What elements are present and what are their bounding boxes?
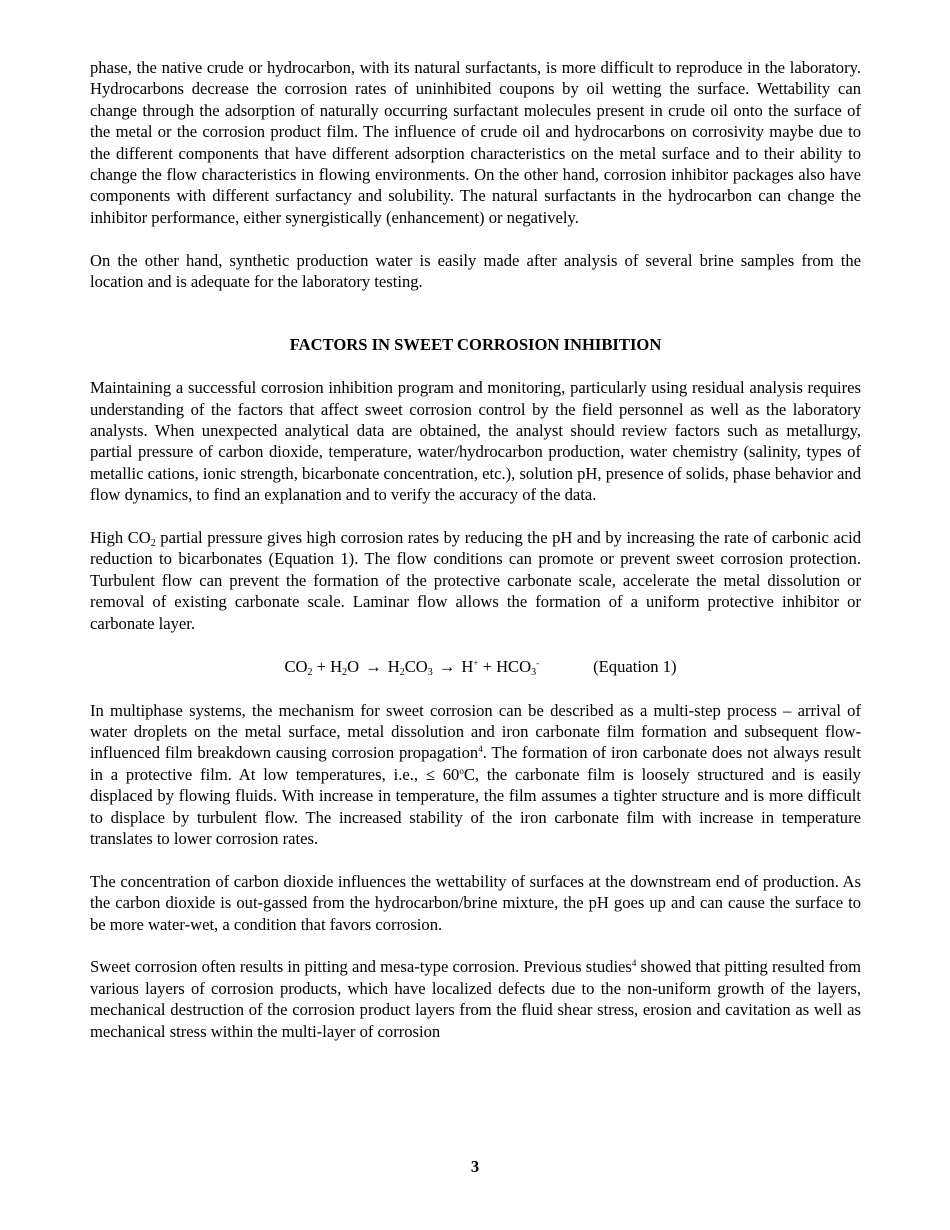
arrow-icon: → — [438, 657, 456, 677]
paragraph-co2-wettability: The concentration of carbon dioxide influences the wettability of surfaces at the downstream end of production. As the carbon dioxide is out-gassed from the hydrocarbon/brine mixture, the pH goes up and can cause the surface to be more water-wet, a condition that favors corrosion. — [90, 871, 861, 934]
eq-co2 — [284, 657, 313, 679]
subscript: 2 — [150, 538, 156, 550]
text-run: High CO — [90, 528, 151, 548]
eq-h2o — [330, 657, 360, 679]
eq-plus: + — [478, 657, 497, 677]
subscript: 3 — [427, 667, 433, 679]
text-run: Sweet corrosion often results in pitting and mesa-type corrosion. Previous studies — [90, 957, 632, 977]
text-run: In multiphase systems, the mechanism for sweet corrosion can be described as a multi-step process – arrival of water droplets on the metal surface, metal dissolution and iron carbonate film formation and subsequent flow-influenced film breakdown causing corrosion propagation — [90, 700, 861, 763]
eq-text: CO — [404, 657, 428, 677]
equation-1 — [90, 656, 861, 678]
eq-text: H — [461, 657, 474, 677]
paragraph-pitting — [90, 956, 861, 1042]
document-page — [90, 57, 861, 1042]
text-run: showed that pitting resulted from various layers of corrosion products, which have localized defects due to the non-uniform growth of the layers, mechanical destruction of the corrosion product layers from the fluid shear stress, erosion and cavitation as well as mechanical stress within the multi-layer of corrosion — [90, 957, 861, 1041]
equation-label: (Equation 1) — [593, 657, 677, 677]
paragraph-inhibition-factors: Maintaining a successful corrosion inhibition program and monitoring, particularly using residual analysis requires understanding of the factors that affect sweet corrosion control by the field personnel as well as the laboratory analysts. When unexpected analytical data are obtained, the analyst should review factors such as metallurgy, partial pressure of carbon dioxide, temperature, water/hydrocarbon production, water chemistry (salinity, types of metallic cations, ionic strength, bicarbonate concentration, etc.), solution pH, presence of solids, phase behavior and flow dynamics, to find an explanation and to verify the accuracy of the data. — [90, 378, 861, 505]
paragraph-crude-oil-effects: phase, the native crude or hydrocarbon, with its natural surfactants, is more difficult to reproduce in the laboratory. Hydrocarbons decrease the corrosion rates of uninhibited coupons by oil wetting the surface. Wettability can change through the adsorption of naturally occurring surfactant molecules present in crude oil onto the surface of the metal or the corrosion product film. The influence of crude oil and hydrocarbons on corrosivity maybe due to the different components that have different adsorption characteristics on the metal surface and to their ability to change the flow characteristics in flowing environments. On the other hand, corrosion inhibitor packages also have components with different surfactancy and solubility. The natural surfactants in the hydrocarbon can change the inhibitor performance, either synergistically (enhancement) or negatively. — [90, 58, 861, 227]
eq-hplus — [461, 657, 478, 676]
section-heading: FACTORS IN SWEET CORROSION INHIBITION — [289, 335, 662, 355]
subscript: 2 — [399, 667, 405, 679]
reference-superscript: 4 — [478, 744, 483, 755]
subscript: 2 — [307, 667, 313, 679]
paragraph-co2-pressure — [90, 527, 861, 634]
text-run: partial pressure gives high corrosion rates by reducing the pH and by increasing the rate of carbonic acid reduction to bicarbonates (Equation 1). The flow conditions can promote or prevent sweet corrosion protection. Turbulent flow can prevent the formation of the protective carbonate scale, accelerate the metal dissolution or removal of existing carbonate scale. Laminar flow allows the formation of a uniform protective inhibitor or carbonate layer. — [90, 528, 861, 633]
eq-text: O — [347, 657, 360, 677]
paragraph-synthetic-water: On the other hand, synthetic production water is easily made after analysis of several brine samples from the location and is adequate for the laboratory testing. — [90, 250, 861, 292]
eq-text: HCO — [496, 657, 532, 677]
eq-hco3 — [496, 657, 540, 679]
eq-h2co3 — [387, 657, 433, 679]
eq-text: H — [330, 657, 343, 677]
equation-formula — [284, 656, 539, 677]
subscript: 2 — [342, 667, 348, 679]
superscript: - — [536, 658, 540, 669]
degree-superscript: o — [459, 765, 464, 776]
text-run: . The formation of iron carbonate does not always result in a protective film. At low temperatures, i.e., ≤ 60 — [90, 743, 861, 784]
paragraph-multiphase-mechanism — [90, 700, 861, 850]
reference-superscript: 4 — [631, 958, 637, 969]
superscript: + — [473, 658, 479, 669]
eq-plus: + — [312, 657, 331, 677]
eq-text: H — [387, 657, 400, 677]
text-run: C, the carbonate film is loosely structured and is easily displaced by flowing fluids. With increase in temperature, the film assumes a tighter structure and is more difficult to displace by turbulent flow. The increased stability of the iron carbonate film with increase in temperature translates to lower corrosion rates. — [90, 764, 861, 848]
arrow-icon: → — [365, 657, 382, 677]
page-number: 3 — [470, 1157, 480, 1176]
subscript: 3 — [531, 667, 537, 679]
eq-text: CO — [284, 657, 308, 677]
